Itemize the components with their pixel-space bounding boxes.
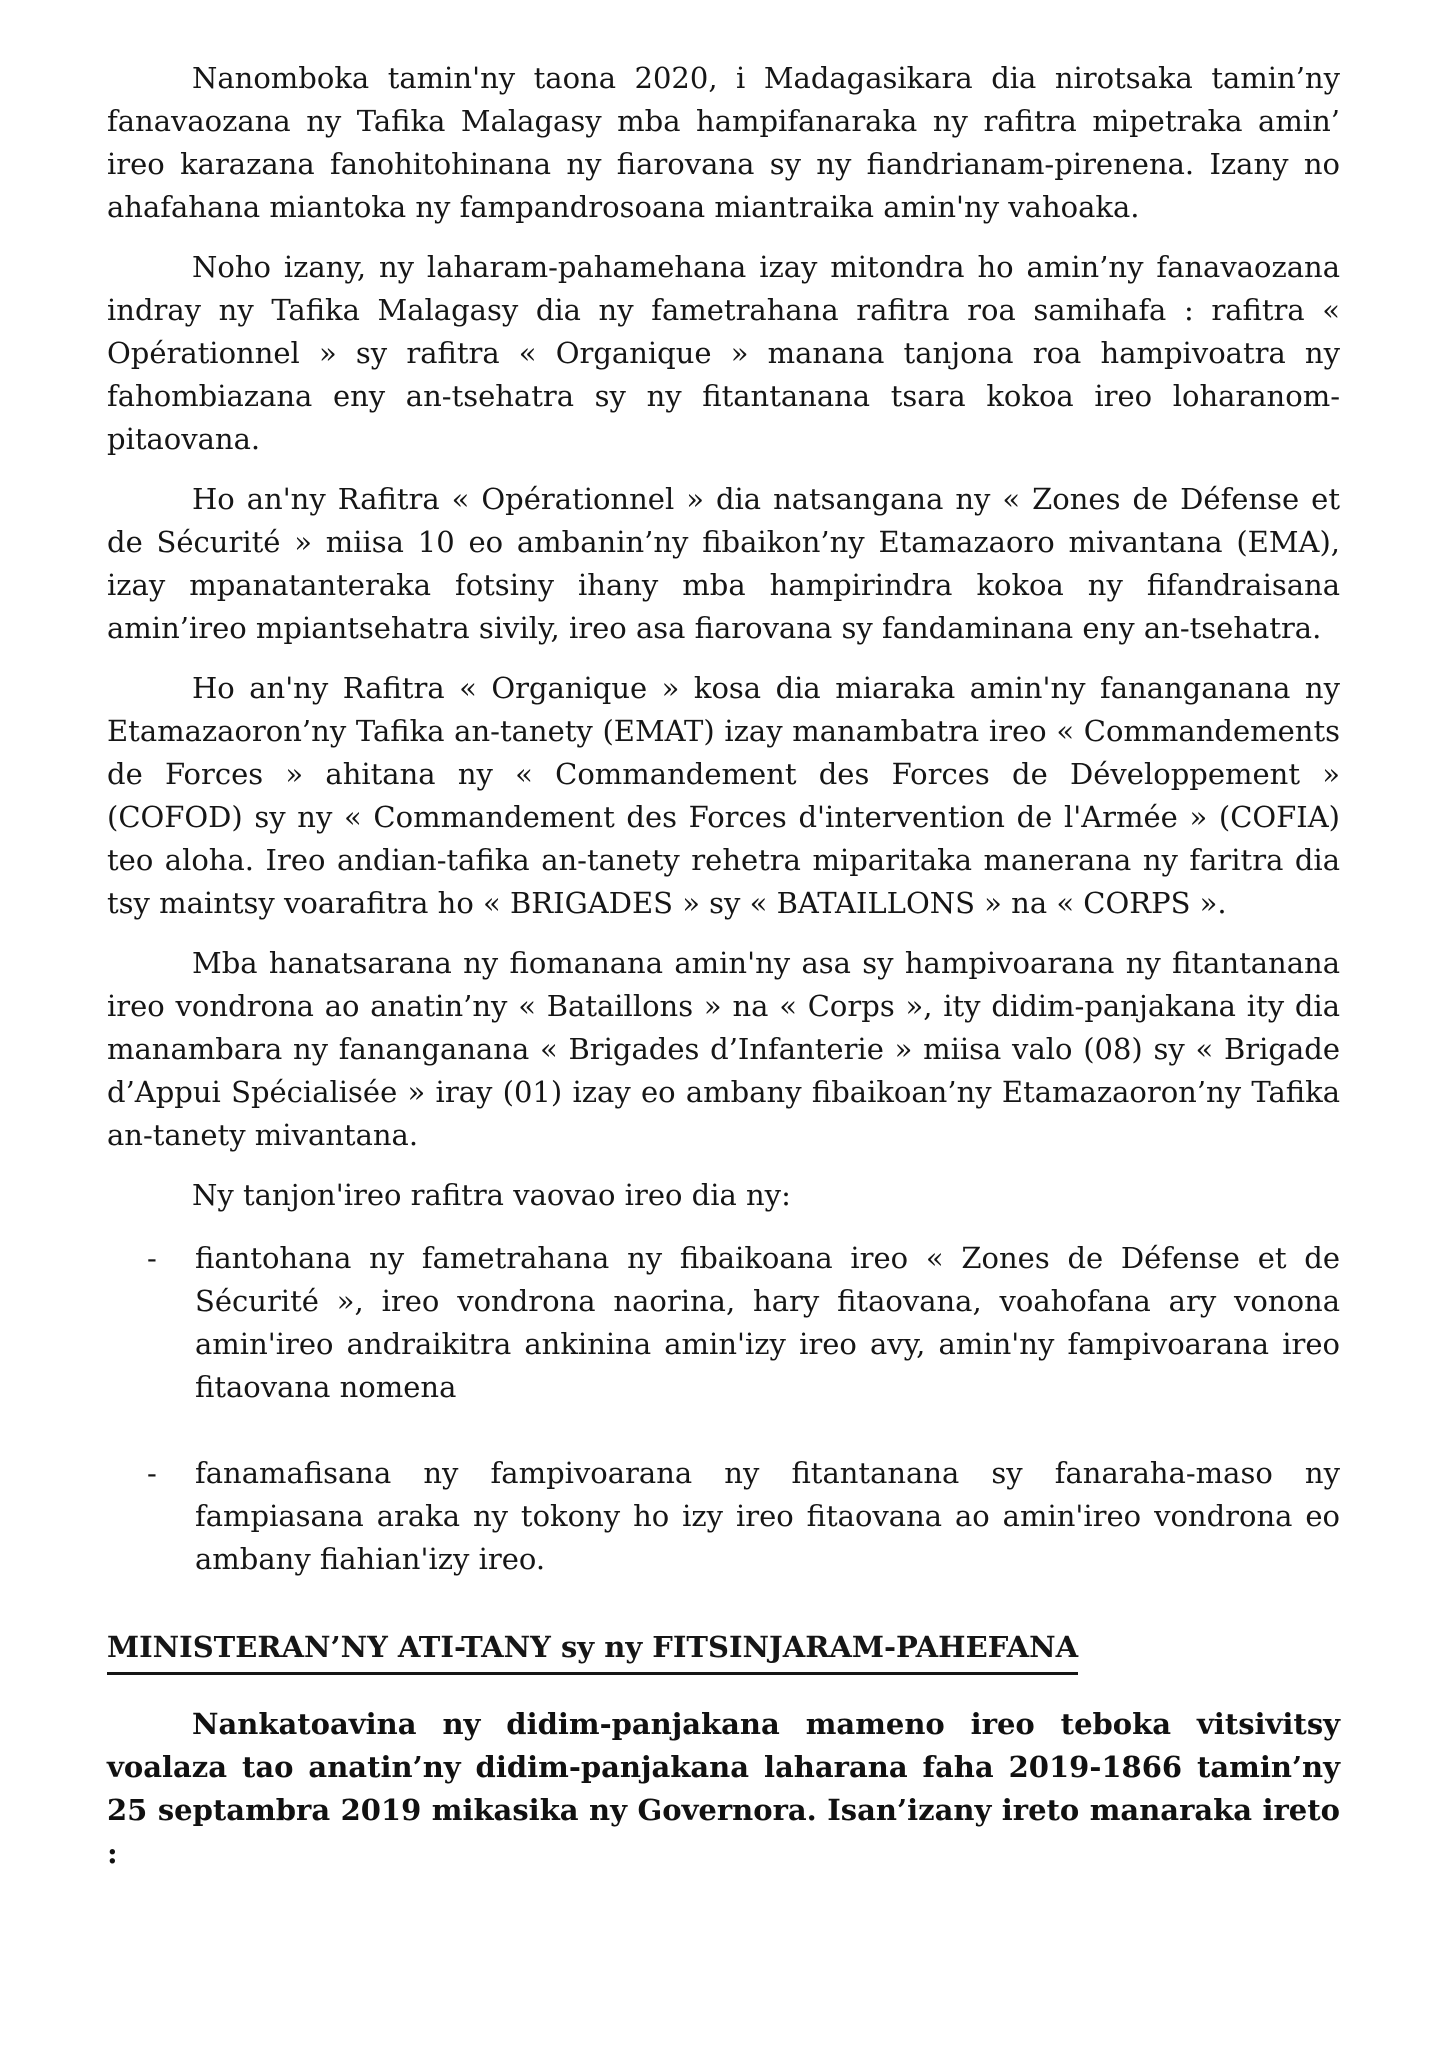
section-heading [107,1626,1340,1675]
body-paragraph-2: Noho izany, ny laharam-pahamehana izay mitondra ho amin’ny fanavaozana indray ny Tafika Malagasy dia ny fametrahana rafitra roa samihafa : rafitra « Opérationnel » sy rafitra « Organique » manana tanjona roa hampivoatra ny fahombiazana eny an-tsehatra sy ny fitantanana tsara kokoa ireo loharanom-pitaovana. [107,250,1340,456]
bullet-dash: - [147,1456,157,1490]
body-paragraph-1: Nanomboka tamin'ny taona 2020, i Madagasikara dia nirotsaka tamin’ny fanavaozana ny Tafika Malagasy mba hampifanaraka ny rafitra mipetraka amin’ ireo karazana fanohitohinana ny fiarovana sy ny fiandrianam-pirenena. Izany no ahafahana miantoka ny fampandrosoana miantraika amin'ny vahoaka. [107,61,1340,224]
body-paragraph-4: Ho an'ny Rafitra « Organique » kosa dia miaraka amin'ny fananganana ny Etamazaoron’ny Tafika an-tanety (EMAT) izay manambatra ireo « Commandements de Forces » ahitana ny « Commandement des Forces de Développement » (COFOD) sy ny « Commandement des Forces d'intervention de l'Armée » (COFIA) teo aloha. Ireo andian-tafika an-tanety rehetra miparitaka manerana ny faritra dia tsy maintsy voarafitra ho « BRIGADES » sy « BATAILLONS » na « CORPS ». [107,671,1340,920]
body-paragraph-3: Ho an'ny Rafitra « Opérationnel » dia natsangana ny « Zones de Défense et de Sécurité » miisa 10 eo ambanin’ny fibaikon’ny Etamazaoro mivantana (EMA), izay mpanatanteraka fotsiny ihany mba hampirindra kokoa ny fifandraisana amin’ireo mpiantsehatra sivily, ireo asa fiarovana sy fandaminana eny an-tsehatra. [107,482,1340,645]
body-paragraph-5: Mba hanatsarana ny fiomanana amin'ny asa sy hampivoarana ny fitantanana ireo vondrona ao anatin’ny « Bataillons » na « Corps », ity didim-panjakana ity dia manambara ny fananganana « Brigades d’Infanterie » miisa valo (08) sy « Brigade d’Appui Spécialisée » iray (01) izay eo ambany fibaikoan’ny Etamazaoron’ny Tafika an-tanety mivantana. [107,946,1340,1152]
objectives-intro: Ny tanjon'ireo rafitra vaovao ireo dia ny: [192,1178,791,1212]
section-heading-text: MINISTERAN’NY ATI-TANY sy ny FITSINJARAM-PAHEFANA [107,1626,1078,1675]
objective-item-2 [107,1452,1340,1581]
closing-paragraph: Nankatoavina ny didim-panjakana mameno ireo teboka vitsivitsy voalaza tao anatin’ny didim-panjakana laharana faha 2019-1866 tamin’ny 25 septambra 2019 mikasika ny Governora. Isan’izany ireto manaraka ireto : [107,1707,1340,1870]
bullet-dash: - [147,1241,157,1275]
objective-item-2-text: fanamafisana ny fampivoarana ny fitantanana sy fanaraha-maso ny fampiasana araka ny tokony ho izy ireo fitaovana ao amin'ireo vondrona eo ambany fiahian'izy ireo. [195,1456,1340,1576]
objectives-list [107,1237,1340,1581]
objective-item-1-text: fiantohana ny fametrahana ny fibaikoana ireo « Zones de Défense et de Sécurité », ireo vondrona naorina, hary fitaovana, voahofana ary vonona amin'ireo andraikitra ankinina amin'izy ireo avy, amin'ny fampivoarana ireo fitaovana nomena [195,1241,1340,1404]
objective-item-1 [107,1237,1340,1409]
